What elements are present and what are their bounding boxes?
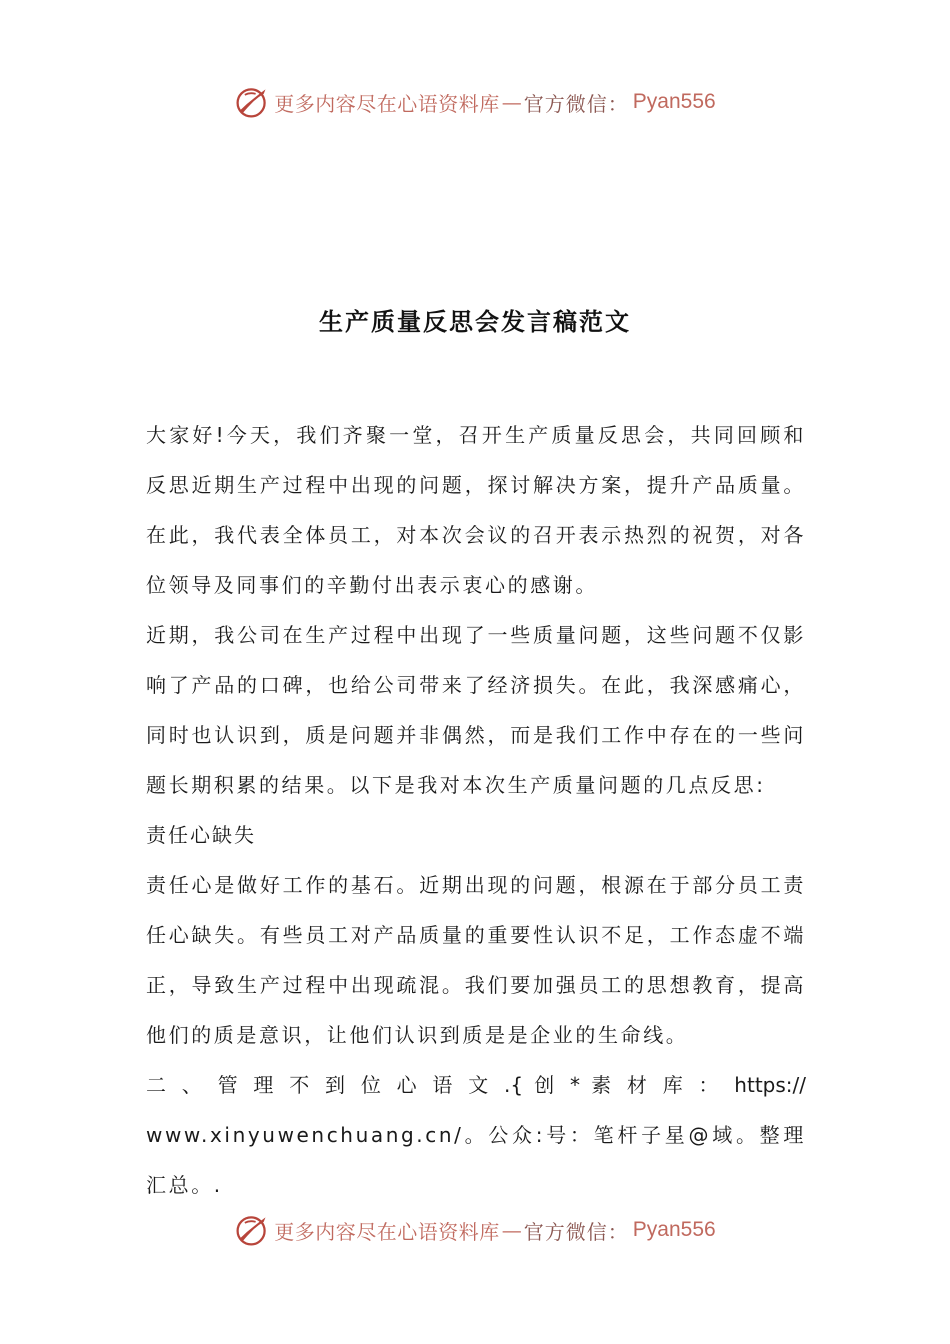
header-site-text: 更多内容尽在心语资料库 bbox=[274, 91, 500, 116]
header-wechat-id: Pyan556 bbox=[632, 90, 716, 113]
document-body bbox=[146, 410, 806, 1210]
pen-logo-icon bbox=[234, 1212, 270, 1248]
footer-banner bbox=[0, 1212, 950, 1248]
document-title: 生产质量反思会发言稿范文 bbox=[319, 308, 631, 336]
section-heading-management: 二 、 管 理 不 到 位 心 语 文 .{ 创 * 素 材 库 ： https:// bbox=[146, 1073, 806, 1097]
footer-site-text: 更多内容尽在心语资料库 bbox=[274, 1219, 500, 1244]
footer-separator: — bbox=[501, 1218, 522, 1242]
paragraph-responsibility: 责任心是做好工作的基石。近期出现的问题，根源在于部分员工责任心缺失。有些员工对产品质量的重要性认识不足，工作态虚不端正，导致生产过程中出现疏混。我们要加强员工的思想教育，提高他们的质是意识，让他们认识到质是是企业的生命线。 bbox=[146, 873, 806, 1047]
header-wechat-label: 官方微信： bbox=[523, 91, 629, 116]
header-separator: — bbox=[501, 90, 522, 114]
footer-wechat-id: Pyan556 bbox=[632, 1218, 716, 1241]
paragraph-intro: 大家好!今天，我们齐聚一堂，召开生产质量反思会，共同回顾和反思近期生产过程中出现的问题，探讨解决方案，提升产品质量。在此，我代表全体员工，对本次会议的召开表示热烈的祝贺，对各位领导及同事们的辛勤付出表示衷心的感谢。 bbox=[146, 423, 806, 597]
paragraph-issues: 近期，我公司在生产过程中出现了一些质量问题，这些问题不仅影响了产品的口碑，也给公司带来了经济损失。在此，我深感痛心，同时也认识到，质是问题并非偶然，而是我们工作中存在的一些问题长期积累的结果。以下是我对本次生产质量问题的几点反思: bbox=[146, 623, 806, 797]
footer-wechat-label: 官方微信： bbox=[523, 1219, 629, 1244]
header-banner bbox=[0, 84, 950, 120]
paragraph-source: www.xinyuwenchuang.cn/。公众:号：笔杆子星@域。整理汇总。. bbox=[146, 1123, 806, 1197]
section-heading: 责任心缺失 bbox=[146, 823, 256, 847]
pen-logo-icon bbox=[234, 84, 270, 120]
